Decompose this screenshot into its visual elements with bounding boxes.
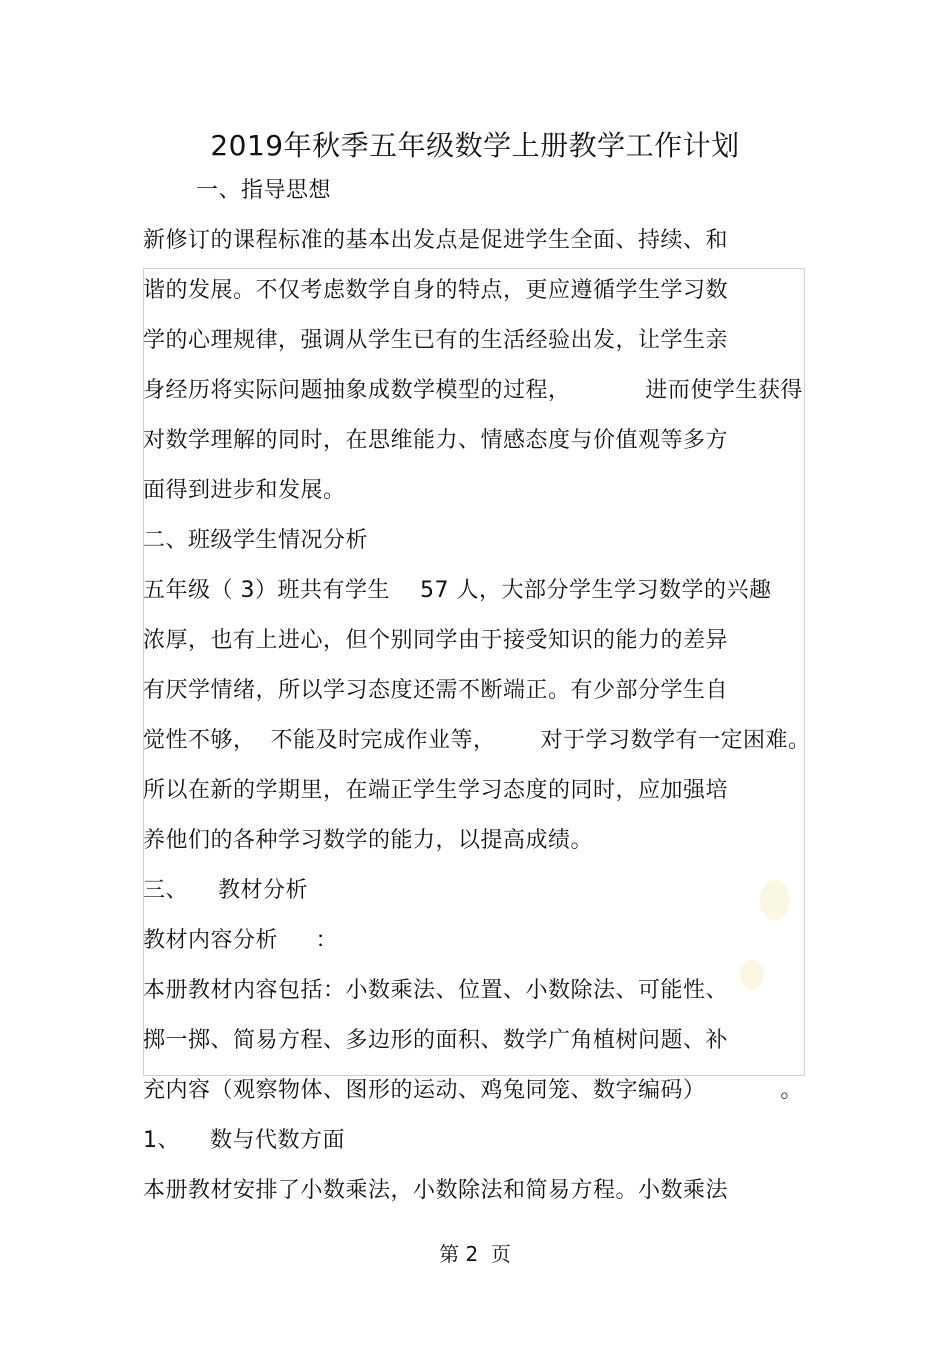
paragraph-line: 新修订的课程标准的基本出发点是促进学生全面、持续、和 [143,228,729,253]
paragraph-line: 觉性不够， 不能及时完成作业等， 对于学习数学有一定困难。 [143,728,811,753]
paragraph-line: 有厌学情绪，所以学习态度还需不断端正。有少部分学生自 [143,678,729,703]
subheading-number-algebra: 1、 数与代数方面 [143,1128,345,1153]
paragraph-line: 掷一掷、简易方程、多边形的面积、数学广角植树问题、补 [143,1028,729,1053]
heading-guiding-ideology: 一、指导思想 [196,178,332,203]
document-title: 2019年秋季五年级数学上册教学工作计划 [210,129,740,162]
page-number: 第 2 页 [439,1242,511,1266]
paragraph-line: 五年级（ 3）班共有学生 57 人，大部分学生学习数学的兴趣 [143,578,772,603]
paragraph-line: 谐的发展。不仅考虑数学自身的特点，更应遵循学生学习数 [143,278,729,303]
scan-smudge [760,880,790,920]
scan-smudge [740,960,764,990]
heading-textbook-analysis: 三、 教材分析 [143,878,308,903]
heading-class-analysis: 二、班级学生情况分析 [143,528,369,553]
paragraph-line: 本册教材安排了小数乘法，小数除法和简易方程。小数乘法 [143,1178,729,1203]
paragraph-line: 养他们的各种学习数学的能力，以提高成绩。 [143,828,594,853]
paragraph-line: 对数学理解的同时，在思维能力、情感态度与价值观等多方 [143,428,729,453]
paragraph-line: 充内容（观察物体、图形的运动、鸡兔同笼、数字编码） 。 [143,1078,803,1103]
paragraph-line: 本册教材内容包括：小数乘法、位置、小数除法、可能性、 [143,978,729,1003]
subheading-content-analysis: 教材内容分析 ： [143,928,338,953]
paragraph-line: 身经历将实际问题抽象成数学模型的过程， 进而使学生获得 [143,378,803,403]
paragraph-line: 所以在新的学期里，在端正学生学习态度的同时，应加强培 [143,778,729,803]
paragraph-line: 学的心理规律，强调从学生已有的生活经验出发，让学生亲 [143,328,729,353]
paragraph-line: 浓厚，也有上进心，但个别同学由于接受知识的能力的差异 [143,628,729,653]
paragraph-line: 面得到进步和发展。 [143,478,346,503]
